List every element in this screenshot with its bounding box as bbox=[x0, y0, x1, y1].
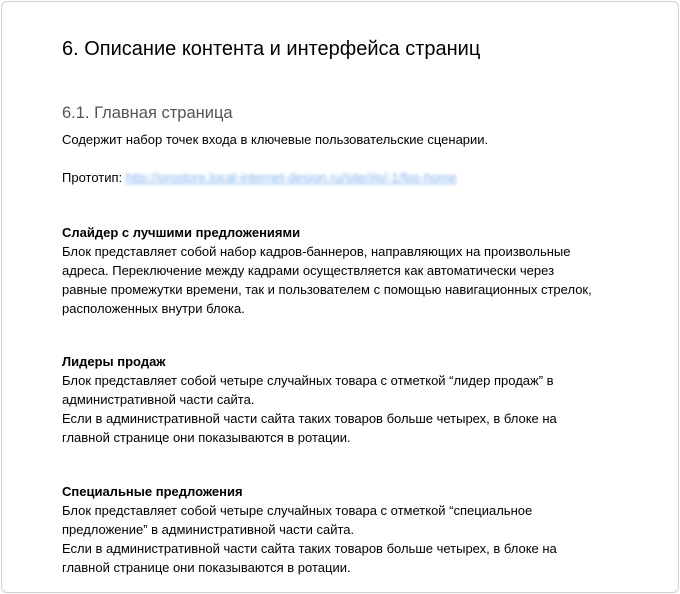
section-sales-leaders bbox=[62, 352, 557, 447]
section-heading: Слайдер с лучшими предложениями bbox=[62, 225, 301, 240]
section-line: Блок представляет собой четыре случайных товара с отметкой “специальное bbox=[62, 503, 533, 518]
prototype-line bbox=[62, 168, 457, 187]
section-line: главной странице они показываются в ротации. bbox=[62, 430, 351, 445]
intro-text: Содержит набор точек входа в ключевые пользовательские сценарии. bbox=[62, 132, 489, 147]
section-line: расположенных внутри блока. bbox=[62, 301, 245, 316]
section-line: административной части сайта. bbox=[62, 392, 255, 407]
section-special-offers bbox=[62, 482, 557, 577]
section-subtitle: 6.1. Главная страница bbox=[62, 104, 233, 122]
section-line: Если в административной части сайта таких товаров больше четырех, в блоке на bbox=[62, 541, 557, 556]
prototype-label: Прототип: bbox=[62, 170, 123, 185]
section-line: Если в административной части сайта таких товаров больше четырех, в блоке на bbox=[62, 411, 557, 426]
page-title: 6. Описание контента и интерфейса страниц bbox=[62, 38, 481, 60]
document-page bbox=[1, 1, 679, 593]
section-line: предложение” в административной части сайта. bbox=[62, 522, 355, 537]
section-heading: Лидеры продаж bbox=[62, 354, 166, 369]
section-line: Блок представляет собой четыре случайных товара с отметкой “лидер продаж” в bbox=[62, 373, 554, 388]
prototype-link[interactable]: http://prostore.local-internet-design.ru/site/#p/-1/fps-home bbox=[125, 170, 457, 185]
section-line: главной странице они показываются в ротации. bbox=[62, 560, 351, 575]
section-line: адреса. Переключение между кадрами осуществляется как автоматически через bbox=[62, 263, 555, 278]
section-line: Блок представляет собой набор кадров-баннеров, направляющих на произвольные bbox=[62, 244, 571, 259]
section-heading: Специальные предложения bbox=[62, 484, 243, 499]
section-line: равные промежутки времени, так и пользователем с помощью навигационных стрелок, bbox=[62, 282, 592, 297]
section-slider bbox=[62, 223, 592, 318]
